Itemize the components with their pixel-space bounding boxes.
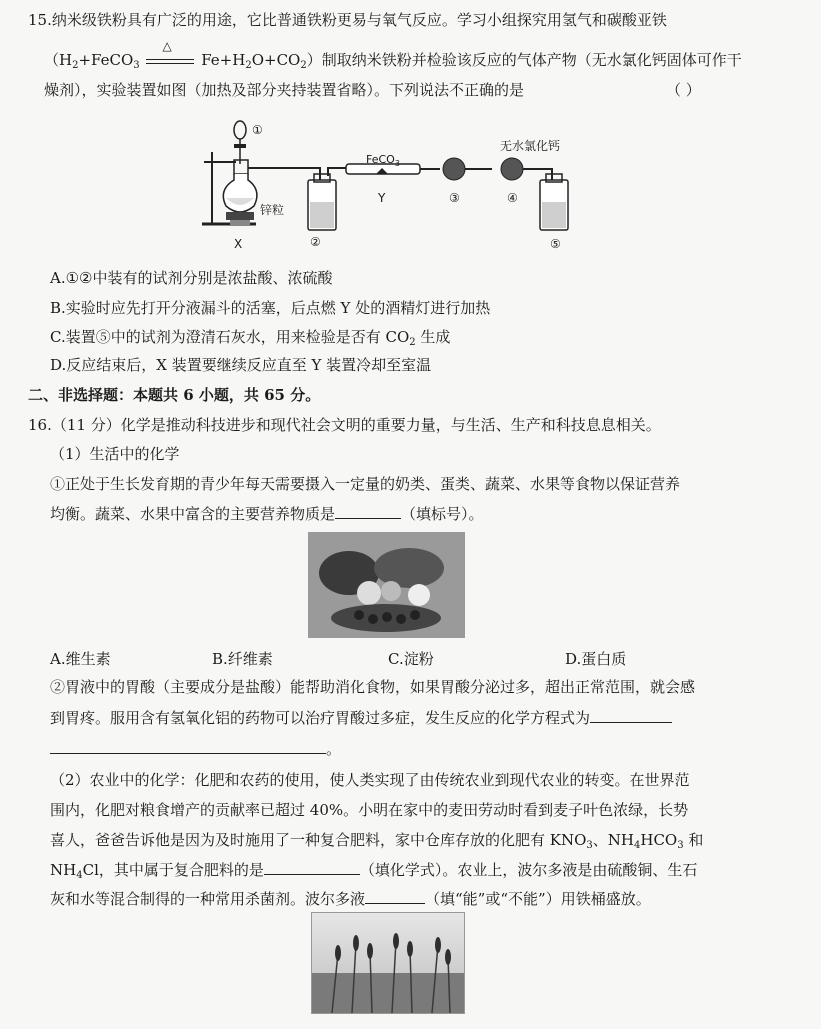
q16-p2-line4: $NH_4Cl$，其中属于复合肥料的是 （填化学式）。农业上，波尔多液是由硫酸铜、生石 [50, 861, 698, 881]
answer-blank-equation-1[interactable] [590, 707, 672, 723]
label-1: ① [252, 123, 263, 137]
label-feco3: FeCO$_3$ [366, 153, 400, 168]
q15-answer-paren: （ ） [666, 81, 701, 99]
q16-s2-line1: ②胃液中的胃酸（主要成分是盐酸）能帮助消化食物，如果胃酸分泌过多，超出正常范围，就会感 [50, 678, 696, 696]
q16-p2-line1: （2）农业中的化学：化肥和农药的使用，使人类实现了由传统农业到现代农业的转变。在世界范 [50, 771, 690, 789]
q16-s2-line3: 。 [50, 738, 341, 759]
q15-option-c: C.装置⑤中的试剂为澄清石灰水，用来检验是否有 $CO_2$ 生成 [50, 328, 451, 348]
q16-s2-line2: 到胃疼。服用含有氢氧化铝的药物可以治疗胃酸过多症，发生反应的化学方程式为 [50, 707, 672, 728]
q16-s1-line2: 均衡。蔬菜、水果中富含的主要营养物质是 （填标号）。 [50, 505, 484, 523]
q15-option-d: D.反应结束后，X 装置要继续反应直至 Y 装置冷却至室温 [50, 356, 432, 374]
q16-option-d: D.蛋白质 [565, 650, 627, 668]
answer-blank-compound-fertilizer[interactable] [264, 859, 360, 875]
reaction-arrow: △ [144, 50, 196, 70]
q16-p2-line3: 喜人，爸爸告诉他是因为及时施用了一种复合肥料，家中仓库存放的化肥有 $KNO_3$、$NH_4HCO_3$ 和 [50, 831, 704, 851]
q15-option-b: B.实验时应先打开分液漏斗的活塞，后点燃 Y 处的酒精灯进行加热 [50, 299, 491, 317]
q16-intro: 16.（11 分）化学是推动科技进步和现代社会文明的重要力量，与生活、生产和科技息息相关。 [28, 416, 661, 434]
q16-part1-title: （1）生活中的化学 [50, 445, 180, 463]
q15-line3: 燥剂），实验装置如图（加热及部分夹持装置省略）。下列说法不正确的是 [44, 81, 525, 99]
q15-equation-line: （$H_2+FeCO_3$ △ $Fe+H_2O+CO_2$）制取纳米铁粉并检验该反应的气体产物（无水氯化钙固体可作干 [44, 39, 742, 71]
label-4: ④ [507, 191, 518, 205]
wheat-field-photo [311, 912, 465, 1014]
q16-p2-line5: 灰和水等混合制得的一种常用杀菌剂。波尔多液 （填“能”或“不能”）用铁桶盛放。 [50, 890, 651, 908]
answer-blank-equation-2[interactable] [50, 738, 326, 754]
label-zinc: 锌粒 [260, 203, 285, 217]
label-cacl2: 无水氯化钙 [500, 139, 561, 153]
answer-blank-iron-bucket[interactable] [365, 888, 425, 904]
label-3: ③ [449, 191, 460, 205]
q16-p2-line2: 围内，化肥对粮食增产的贡献率已超过 40%。小明在家中的麦田劳动时看到麦子叶色浓绿，长势 [50, 801, 689, 819]
q16-option-c: C.淀粉 [388, 650, 434, 668]
q16-s1-line1: ①正处于生长发育期的青少年每天需要摄入一定量的奶类、蛋类、蔬菜、水果等食物以保证营养 [50, 475, 681, 493]
q15-option-a: A.①②中装有的试剂分别是浓盐酸、浓硫酸 [50, 269, 333, 287]
vegetables-fruits-photo [308, 532, 465, 638]
label-x: X [234, 237, 243, 251]
label-2: ② [310, 235, 321, 249]
q16-option-a: A.维生素 [50, 650, 111, 668]
label-5: ⑤ [550, 237, 561, 251]
label-y: Y [378, 191, 386, 205]
q16-option-b: B.纤维素 [212, 650, 273, 668]
q15-line1: 15.纳米级铁粉具有广泛的用途，它比普通铁粉更易与氧气反应。学习小组探究用氢气和碳酸亚铁 [28, 11, 667, 29]
answer-blank-nutrient[interactable] [335, 503, 401, 519]
section-2-heading: 二、非选择题：本题共 6 小题，共 65 分。 [28, 386, 321, 404]
